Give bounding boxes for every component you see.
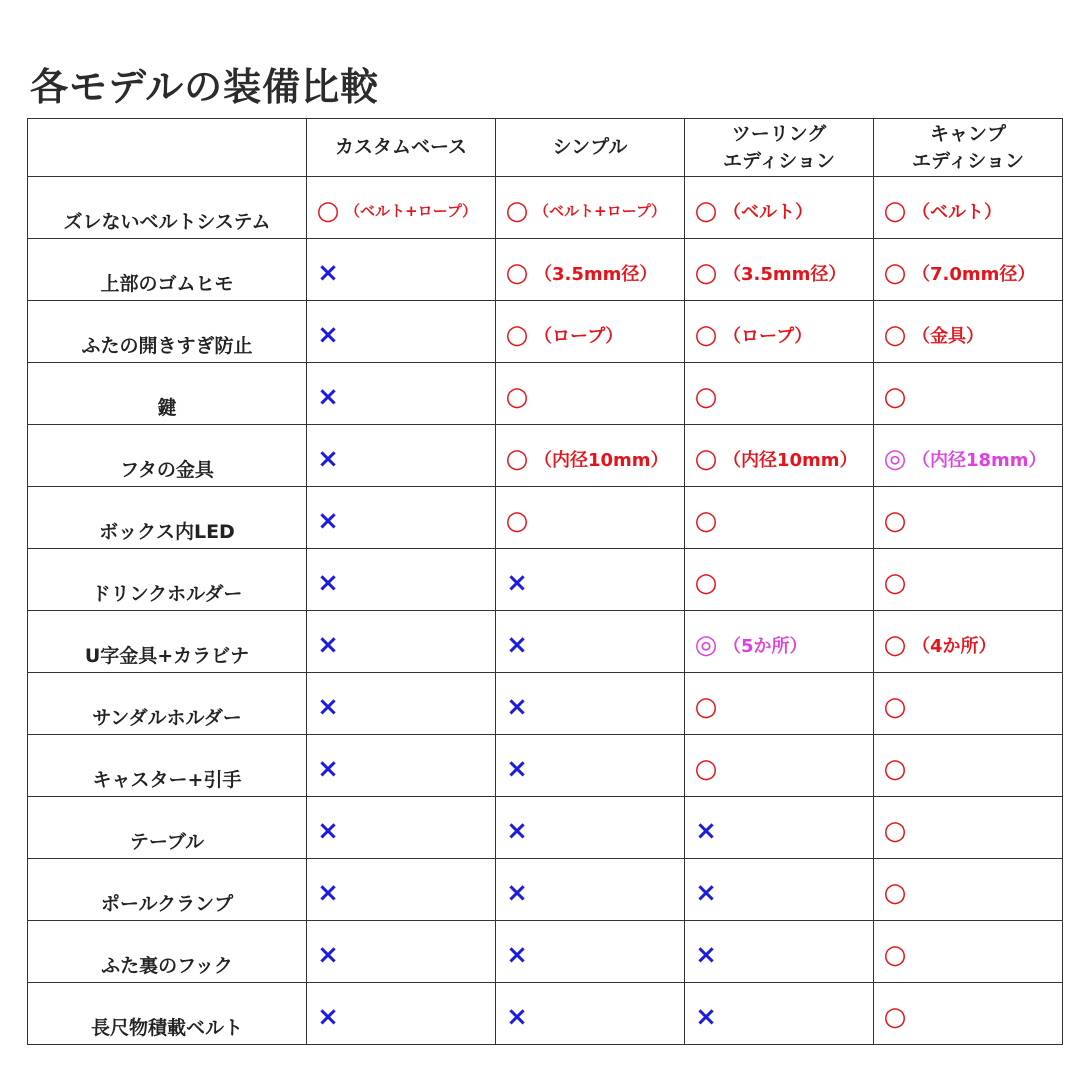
feature-cell [685, 549, 874, 611]
cross-mark-icon: × [317, 691, 339, 722]
table-row [28, 239, 1063, 301]
cell-value [685, 940, 721, 970]
circle-mark-icon: ○ [505, 319, 529, 350]
feature-cell [685, 673, 874, 735]
feature-cell [874, 301, 1063, 363]
feature-label: U字金具+カラビナ [28, 611, 307, 673]
cell-value [307, 320, 343, 350]
feature-label: 上部のゴムヒモ [28, 239, 307, 301]
cell-value [307, 444, 343, 474]
cross-mark-icon: × [506, 629, 528, 660]
circle-mark-icon: ○ [883, 753, 907, 784]
cell-value [874, 258, 1035, 288]
comparison-table [27, 118, 1063, 1045]
feature-label: キャスター+引手 [28, 735, 307, 797]
cell-note: （7.0mm径） [912, 263, 1036, 285]
table-row [28, 301, 1063, 363]
feature-cell [685, 611, 874, 673]
cell-value [307, 692, 343, 722]
cell-value [496, 754, 532, 784]
feature-label: ポールクランプ [28, 859, 307, 921]
feature-cell [496, 177, 685, 239]
cross-mark-icon: × [506, 877, 528, 908]
cross-mark-icon: × [317, 505, 339, 536]
cell-value [496, 630, 532, 660]
cell-value [874, 444, 1047, 474]
circle-mark-icon: ○ [883, 691, 907, 722]
feature-cell [496, 301, 685, 363]
table-row [28, 921, 1063, 983]
feature-cell [874, 549, 1063, 611]
cell-note: （3.5mm径） [534, 263, 658, 285]
feature-cell [685, 363, 874, 425]
cell-value [307, 1002, 343, 1032]
feature-label: ズレないベルトシステム [28, 177, 307, 239]
feature-cell [685, 239, 874, 301]
cell-value [496, 506, 532, 536]
cell-note: （3.5mm径） [723, 263, 847, 285]
cell-value [874, 630, 997, 660]
circle-mark-icon: ○ [505, 505, 529, 536]
cell-value [874, 382, 910, 412]
column-header: カスタムベース [307, 119, 496, 177]
circle-mark-icon: ○ [883, 195, 907, 226]
cell-value [874, 816, 910, 846]
feature-cell [685, 301, 874, 363]
cell-value [307, 630, 343, 660]
feature-label: フタの金具 [28, 425, 307, 487]
feature-label: ドリンクホルダー [28, 549, 307, 611]
circle-mark-icon: ○ [694, 195, 718, 226]
cell-value [874, 1002, 910, 1032]
cell-note: （ベルト+ロープ） [345, 202, 477, 220]
feature-cell [496, 487, 685, 549]
cell-value [874, 506, 910, 536]
feature-cell [874, 177, 1063, 239]
feature-cell [685, 921, 874, 983]
cell-value [685, 196, 813, 226]
cell-value [496, 444, 669, 474]
feature-label: 長尺物積載ベルト [28, 983, 307, 1045]
table-row [28, 549, 1063, 611]
feature-cell [874, 735, 1063, 797]
page-title: 各モデルの装備比較 [30, 65, 380, 109]
cross-mark-icon: × [695, 815, 717, 846]
feature-cell [874, 797, 1063, 859]
cell-note: （ロープ） [534, 325, 624, 347]
cell-note: （内径18mm） [912, 449, 1047, 471]
cross-mark-icon: × [695, 939, 717, 970]
cell-value [307, 754, 343, 784]
cell-value [874, 196, 1002, 226]
circle-mark-icon: ○ [505, 195, 529, 226]
feature-cell [307, 425, 496, 487]
feature-cell [685, 487, 874, 549]
feature-cell [307, 735, 496, 797]
feature-label: サンダルホルダー [28, 673, 307, 735]
circle-mark-icon: ○ [505, 381, 529, 412]
circle-mark-icon: ○ [694, 319, 718, 350]
cell-value [685, 320, 812, 350]
feature-cell [307, 859, 496, 921]
cell-note: （内径10mm） [723, 449, 858, 471]
feature-label: ふたの開きすぎ防止 [28, 301, 307, 363]
cell-value [496, 320, 623, 350]
cross-mark-icon: × [695, 1001, 717, 1032]
cell-value [496, 692, 532, 722]
cell-value [685, 754, 721, 784]
table-row [28, 735, 1063, 797]
feature-cell [307, 301, 496, 363]
cell-value [307, 382, 343, 412]
cell-value [874, 878, 910, 908]
column-header: キャンプ エディション [874, 119, 1063, 177]
feature-cell [685, 177, 874, 239]
cell-value [685, 506, 721, 536]
cell-value [496, 568, 532, 598]
feature-cell [685, 797, 874, 859]
cell-value [874, 692, 910, 722]
circle-mark-icon: ○ [694, 567, 718, 598]
cross-mark-icon: × [695, 877, 717, 908]
cell-value [685, 692, 721, 722]
circle-mark-icon: ○ [316, 195, 340, 226]
feature-cell [874, 859, 1063, 921]
column-header: ツーリング エディション [685, 119, 874, 177]
feature-cell [307, 549, 496, 611]
cell-value [496, 1002, 532, 1032]
cross-mark-icon: × [506, 753, 528, 784]
feature-cell [874, 673, 1063, 735]
cell-value [685, 630, 808, 660]
cell-value [685, 1002, 721, 1032]
cross-mark-icon: × [317, 567, 339, 598]
circle-mark-icon: ○ [505, 443, 529, 474]
cross-mark-icon: × [317, 319, 339, 350]
circle-mark-icon: ○ [694, 691, 718, 722]
table-row [28, 673, 1063, 735]
cross-mark-icon: × [506, 691, 528, 722]
cell-note: （ベルト） [723, 201, 813, 223]
table-row [28, 363, 1063, 425]
cell-note: （5か所） [723, 635, 808, 657]
feature-cell [496, 239, 685, 301]
feature-label: 鍵 [28, 363, 307, 425]
cell-value [496, 258, 657, 288]
header-corner-cell [28, 119, 307, 177]
table-row [28, 859, 1063, 921]
feature-cell [874, 611, 1063, 673]
feature-cell [874, 239, 1063, 301]
circle-mark-icon: ○ [694, 505, 718, 536]
feature-cell [496, 673, 685, 735]
cell-note: （4か所） [912, 635, 997, 657]
cell-value [307, 940, 343, 970]
circle-mark-icon: ○ [694, 381, 718, 412]
feature-cell [874, 983, 1063, 1045]
feature-cell [496, 921, 685, 983]
feature-cell [307, 673, 496, 735]
cross-mark-icon: × [317, 443, 339, 474]
cross-mark-icon: × [317, 815, 339, 846]
cell-value [496, 196, 666, 226]
feature-cell [307, 921, 496, 983]
cross-mark-icon: × [506, 815, 528, 846]
feature-cell [685, 425, 874, 487]
cell-note: （ベルト） [912, 201, 1002, 223]
cell-value [307, 568, 343, 598]
feature-cell [874, 363, 1063, 425]
cell-note: （内径10mm） [534, 449, 669, 471]
table-row [28, 487, 1063, 549]
cell-value [496, 382, 532, 412]
cell-note: （ロープ） [723, 325, 813, 347]
header-row [28, 119, 1063, 177]
feature-cell [496, 611, 685, 673]
cross-mark-icon: × [317, 753, 339, 784]
feature-cell [307, 363, 496, 425]
feature-cell [874, 921, 1063, 983]
cell-value [496, 816, 532, 846]
feature-cell [496, 425, 685, 487]
circle-mark-icon: ○ [505, 257, 529, 288]
circle-mark-icon: ○ [883, 257, 907, 288]
cell-value [685, 258, 846, 288]
feature-cell [307, 611, 496, 673]
cell-value [307, 258, 343, 288]
circle-mark-icon: ○ [883, 381, 907, 412]
cell-value [685, 568, 721, 598]
cross-mark-icon: × [317, 257, 339, 288]
cross-mark-icon: × [317, 1001, 339, 1032]
cell-value [307, 816, 343, 846]
cell-value [307, 506, 343, 536]
cell-value [685, 878, 721, 908]
cell-note: （ベルト+ロープ） [534, 202, 666, 220]
double-circle-mark-icon: ◎ [883, 443, 907, 474]
circle-mark-icon: ○ [694, 753, 718, 784]
circle-mark-icon: ○ [883, 567, 907, 598]
feature-label: ふた裏のフック [28, 921, 307, 983]
circle-mark-icon: ○ [883, 505, 907, 536]
circle-mark-icon: ○ [883, 815, 907, 846]
circle-mark-icon: ○ [883, 629, 907, 660]
circle-mark-icon: ○ [883, 1001, 907, 1032]
feature-cell [685, 859, 874, 921]
feature-cell [307, 487, 496, 549]
circle-mark-icon: ○ [883, 939, 907, 970]
feature-label: ボックス内LED [28, 487, 307, 549]
cell-value [496, 878, 532, 908]
feature-cell [496, 797, 685, 859]
feature-cell [874, 487, 1063, 549]
cell-value [874, 568, 910, 598]
table-body [28, 177, 1063, 1045]
feature-cell [496, 735, 685, 797]
feature-cell [874, 425, 1063, 487]
cross-mark-icon: × [317, 629, 339, 660]
cell-value [874, 940, 910, 970]
feature-cell [307, 983, 496, 1045]
table-row [28, 611, 1063, 673]
feature-cell [685, 983, 874, 1045]
table-row [28, 983, 1063, 1045]
feature-cell [685, 735, 874, 797]
table-row [28, 425, 1063, 487]
circle-mark-icon: ○ [883, 877, 907, 908]
cross-mark-icon: × [317, 939, 339, 970]
cell-value [307, 878, 343, 908]
cell-value [874, 754, 910, 784]
feature-label: テーブル [28, 797, 307, 859]
cross-mark-icon: × [506, 939, 528, 970]
cell-value [685, 444, 858, 474]
cross-mark-icon: × [317, 877, 339, 908]
double-circle-mark-icon: ◎ [694, 629, 718, 660]
feature-cell [307, 177, 496, 239]
cell-value [685, 816, 721, 846]
circle-mark-icon: ○ [694, 257, 718, 288]
feature-cell [496, 363, 685, 425]
cell-value [874, 320, 984, 350]
cross-mark-icon: × [506, 567, 528, 598]
feature-cell [496, 983, 685, 1045]
cross-mark-icon: × [317, 381, 339, 412]
table-row [28, 797, 1063, 859]
cell-value [496, 940, 532, 970]
cross-mark-icon: × [506, 1001, 528, 1032]
feature-cell [496, 859, 685, 921]
circle-mark-icon: ○ [883, 319, 907, 350]
cell-value [307, 196, 477, 226]
feature-cell [307, 239, 496, 301]
cell-value [685, 382, 721, 412]
table-row [28, 177, 1063, 239]
feature-cell [496, 549, 685, 611]
cell-note: （金具） [912, 325, 984, 347]
circle-mark-icon: ○ [694, 443, 718, 474]
column-header: シンプル [496, 119, 685, 177]
feature-cell [307, 797, 496, 859]
